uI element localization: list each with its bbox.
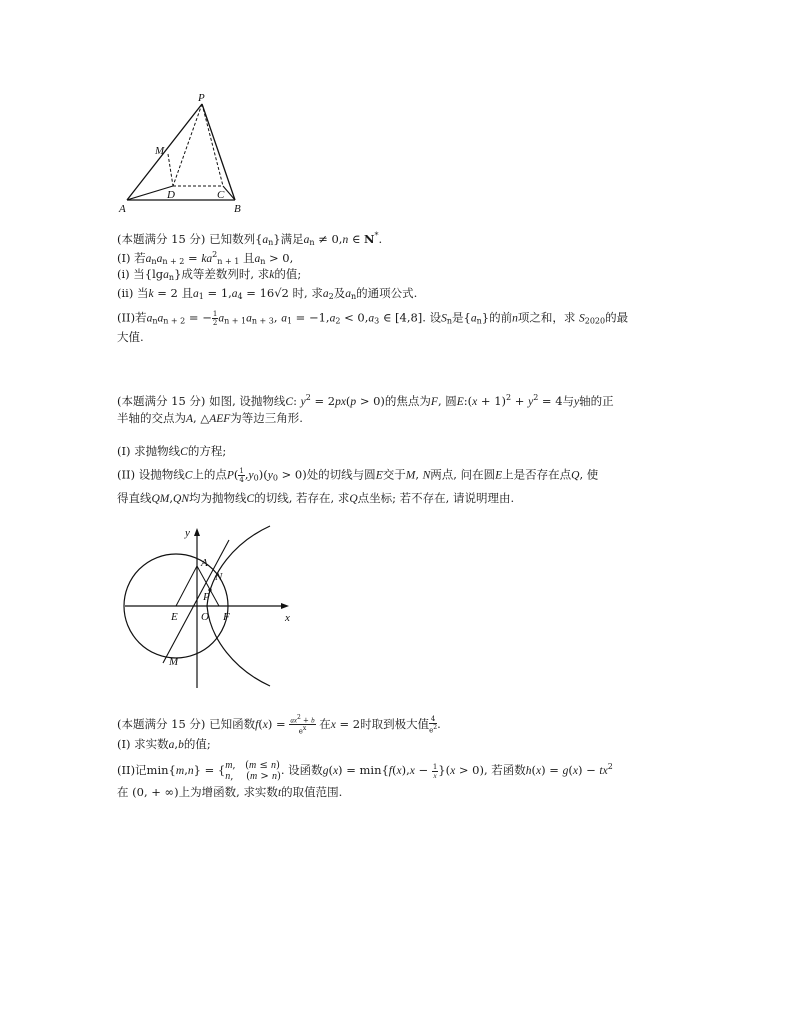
edge-PC [202,104,223,186]
x-axis-arrow [281,603,289,609]
p1-line5: (II)若$a_na_{n + 2}$ = − $\frac{1}{2}$ $a_{n + 1}a_{n + 3}$, $a_1 = -1,a_2 < 0,a_3$ ∈ [4,8]. 设$S_n$是$\{a_n\}$的前n项之和，求 $S_{2020}$的最 [117,310,629,327]
label-M2: M [169,656,179,668]
p1-line1: (本题满分 15 分) 已知数列$\{a_n\}$满足$a_n \ne 0,n$ ∈ N*. [117,231,383,247]
label-O: O [201,611,209,623]
edge-MD [168,154,173,186]
p1-line2: (I) 若$a_na_{n + 2} = ka^2_{n + 1}$ 且$a_n > 0$, [117,250,294,266]
p2-line3: (II) 设抛物线C上的点P( $\frac{1}{4}$ $,y_0)(y_0 > 0)$处的切线与圆E交于M, N两点, 问在圆E上是否存在点Q, 使 [117,467,599,484]
label-N: N [215,571,223,583]
label-y: y [185,527,190,539]
pyramid-figure [115,90,255,220]
circle-parabola-figure [115,518,300,693]
label-C: C [217,189,225,201]
y-axis-arrow [194,528,200,536]
label-A: A [119,203,126,215]
edge-PD [173,104,202,186]
p2-line2: (I) 求抛物线C的方程; [117,444,227,458]
label-F: F [223,611,230,623]
label-P: P [198,92,205,104]
label-P2: P [203,591,210,603]
segment-EA [176,566,197,606]
p2-line1-cont: 半轴的交点为A, △AEF为等边三角形. [117,411,303,425]
p1-line5-cont: 大值. [117,330,144,344]
label-A2: A [201,557,208,569]
p3-line1: (本题满分 15 分) 已知函数f(x) = $\frac{ax^2 + b}{e^x}$ 在x = 2时取到极大值 $\frac{4}{e^2}$ . [117,714,441,736]
label-B: B [234,203,241,215]
p1-line4: (ii) 当k = 2 且$a_1 = 1,a_4 = 16√2$ 时, 求$a_2$及$a_n$的通项公式. [117,286,418,301]
label-D: D [167,189,175,201]
p3-line3: (II)记min{m,n} = {m, (m ≤ n) n, (m > n). 设函数g(x) = min{f(x),x − $\frac{1}{x}$ }(x > 0), 若函数$h(x) = g(x) - tx^2$ [117,760,613,782]
p3-line3-cont: 在 (0, + ∞)上为增函数, 求实数t的取值范围. [117,785,343,799]
p2-line1: (本题满分 15 分) 如图, 设抛物线C: $y^2 = 2px(p > 0)$的焦点为F, 圆E:(x + $1)^2 + y^2 = 4$与y轴的正 [117,393,614,408]
p1-line3: (i) 当{lga$_n$}成等差数列时, 求k的值; [117,267,302,282]
label-E: E [171,611,178,623]
label-M: M [155,145,165,157]
p2-line3-cont: 得直线QM,QN均为抛物线C的切线, 若存在, 求Q点坐标; 若不存在, 请说明理由. [117,491,515,505]
label-x: x [285,612,290,624]
p3-line2: (I) 求实数a,b的值; [117,737,211,751]
